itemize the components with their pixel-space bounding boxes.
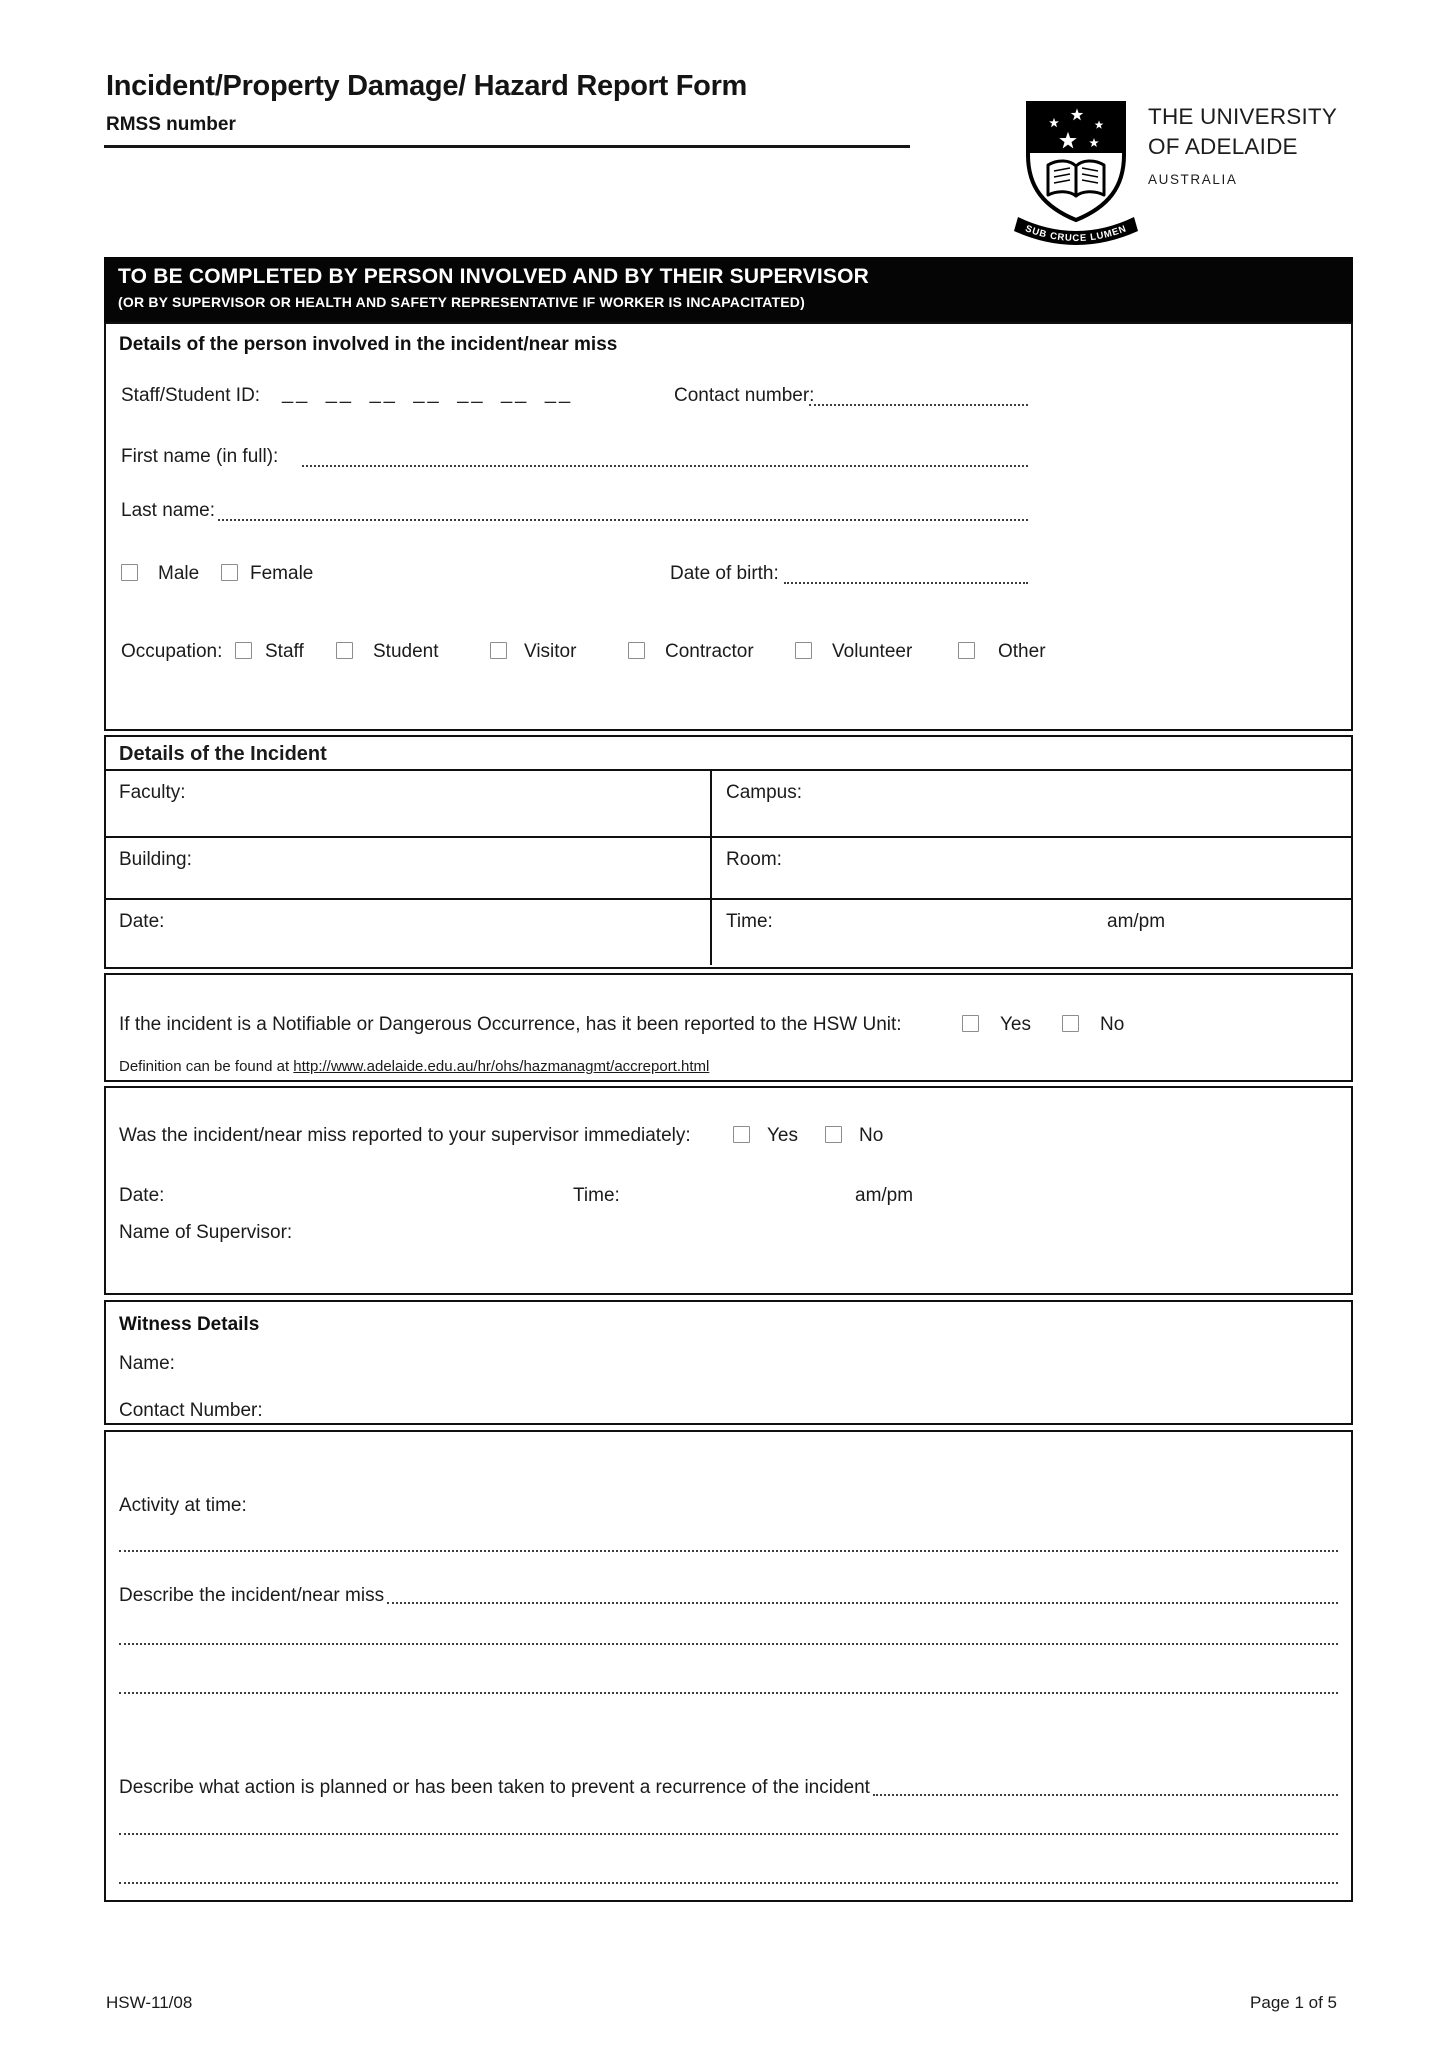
campus-cell[interactable] — [712, 771, 1351, 836]
supervisor-question: Was the incident/near miss reported to your supervisor immediately: — [119, 1125, 691, 1146]
university-crest-logo — [1014, 101, 1138, 249]
witness-section-heading: Witness Details — [119, 1314, 260, 1335]
occupation-contractor-label: Contractor — [665, 641, 754, 662]
supervisor-date-label: Date: — [119, 1185, 165, 1206]
incident-row-building-room — [106, 838, 1351, 900]
prevent-action-row — [119, 1776, 1338, 1800]
rmss-underline — [104, 145, 910, 148]
prevent-action-fill-line-3[interactable] — [119, 1882, 1338, 1884]
occupation-visitor-checkbox[interactable] — [490, 642, 507, 659]
activity-description-section — [104, 1430, 1353, 1902]
notifiable-yes-label: Yes — [1000, 1014, 1031, 1035]
describe-incident-fill-line-2[interactable] — [119, 1643, 1338, 1645]
building-cell[interactable] — [106, 838, 712, 898]
rmss-number-label: RMSS number — [106, 114, 236, 135]
university-name-line1: THE UNIVERSITY — [1148, 104, 1338, 129]
last-name-label: Last name: — [121, 500, 215, 521]
notifiable-yes-checkbox[interactable] — [962, 1015, 979, 1032]
supervisor-yes-checkbox[interactable] — [733, 1126, 750, 1143]
describe-incident-fill-line[interactable] — [387, 1602, 1338, 1604]
activity-at-time-label: Activity at time: — [119, 1495, 247, 1516]
form-code: HSW-11/08 — [106, 1993, 193, 2012]
occupation-visitor-label: Visitor — [524, 641, 577, 662]
date-of-birth-fill-line[interactable] — [784, 582, 1028, 584]
faculty-label: Faculty: — [119, 782, 186, 803]
page-number: Page 1 of 5 — [1250, 1993, 1337, 2012]
contact-number-fill-line[interactable] — [809, 404, 1028, 406]
definition-prefix: Definition can be found at — [119, 1058, 290, 1075]
activity-fill-line-1[interactable] — [119, 1550, 1338, 1552]
date-of-birth-label: Date of birth: — [670, 563, 779, 584]
supervisor-ampm-label: am/pm — [855, 1185, 914, 1206]
person-section-heading: Details of the person involved in the incident/near miss — [119, 334, 618, 355]
last-name-fill-line[interactable] — [218, 519, 1028, 521]
female-checkbox[interactable] — [221, 564, 238, 581]
banner-line1: TO BE COMPLETED BY PERSON INVOLVED AND BY THEIR SUPERVISOR — [118, 265, 869, 288]
supervisor-name-label: Name of Supervisor: — [119, 1222, 293, 1243]
contact-number-label: Contact number: — [674, 385, 815, 406]
prevent-action-fill-line-2[interactable] — [119, 1833, 1338, 1835]
describe-incident-fill-line-3[interactable] — [119, 1692, 1338, 1694]
incident-date-cell[interactable] — [106, 900, 712, 965]
describe-incident-row — [119, 1584, 1338, 1608]
prevent-action-label: Describe what action is planned or has been taken to prevent a recurrence of the incident — [119, 1777, 870, 1798]
witness-details-section — [104, 1300, 1353, 1425]
incident-time-label: Time: — [726, 911, 773, 932]
supervisor-report-section — [104, 1086, 1353, 1295]
female-label: Female — [250, 563, 314, 584]
supervisor-yes-label: Yes — [767, 1125, 798, 1146]
notifiable-question: If the incident is a Notifiable or Dangerous Occurrence, has it been reported to the HSW Unit: — [119, 1014, 902, 1035]
building-label: Building: — [119, 849, 192, 870]
occupation-other-checkbox[interactable] — [958, 642, 975, 659]
crest-open-book-icon — [1048, 161, 1104, 196]
witness-name-label: Name: — [119, 1353, 175, 1374]
occupation-volunteer-checkbox[interactable] — [795, 642, 812, 659]
occupation-staff-checkbox[interactable] — [235, 642, 252, 659]
staff-student-id-blanks[interactable]: __ __ __ __ __ __ __ — [282, 382, 574, 404]
supervisor-time-label: Time: — [573, 1185, 620, 1206]
incident-section-heading: Details of the Incident — [106, 737, 1351, 771]
notifiable-no-checkbox[interactable] — [1062, 1015, 1079, 1032]
occupation-staff-label: Staff — [265, 641, 304, 662]
first-name-fill-line[interactable] — [302, 465, 1028, 467]
incident-details-section — [104, 735, 1353, 969]
witness-contact-label: Contact Number: — [119, 1400, 263, 1421]
incident-row-faculty-campus — [106, 771, 1351, 838]
incident-ampm-label: am/pm — [1107, 911, 1166, 932]
occupation-other-label: Other — [998, 641, 1046, 662]
definition-note — [119, 1055, 709, 1079]
occupation-student-checkbox[interactable] — [336, 642, 353, 659]
occupation-volunteer-label: Volunteer — [832, 641, 913, 662]
describe-incident-label: Describe the incident/near miss — [119, 1585, 385, 1606]
campus-label: Campus: — [726, 782, 803, 803]
room-label: Room: — [726, 849, 782, 870]
section-banner — [104, 257, 1353, 322]
occupation-contractor-checkbox[interactable] — [628, 642, 645, 659]
incident-date-label: Date: — [119, 911, 165, 932]
notifiable-occurrence-section — [104, 973, 1353, 1082]
male-label: Male — [158, 563, 200, 584]
university-name-line2: OF ADELAIDE — [1148, 134, 1298, 159]
male-checkbox[interactable] — [121, 564, 138, 581]
incident-time-cell[interactable] — [712, 900, 1351, 965]
occupation-student-label: Student — [373, 641, 439, 662]
definition-url-link[interactable]: http://www.adelaide.edu.au/hr/ohs/hazmanagmt/accreport.html — [293, 1058, 710, 1075]
occupation-label: Occupation: — [121, 641, 223, 662]
first-name-label: First name (in full): — [121, 446, 279, 467]
university-name-line3: AUSTRALIA — [1148, 172, 1238, 187]
university-wordmark — [1148, 102, 1337, 195]
incident-row-date-time — [106, 900, 1351, 965]
supervisor-no-checkbox[interactable] — [825, 1126, 842, 1143]
page-title: Incident/Property Damage/ Hazard Report Form — [106, 70, 748, 102]
crest-shield — [1028, 103, 1124, 220]
staff-student-id-label: Staff/Student ID: — [121, 385, 261, 406]
prevent-action-fill-line[interactable] — [873, 1794, 1338, 1796]
supervisor-no-label: No — [859, 1125, 884, 1146]
room-cell[interactable] — [712, 838, 1351, 898]
faculty-cell[interactable] — [106, 771, 712, 836]
banner-line2: (OR BY SUPERVISOR OR HEALTH AND SAFETY REPRESENTATIVE IF WORKER IS INCAPACITATED) — [118, 294, 805, 310]
notifiable-no-label: No — [1100, 1014, 1125, 1035]
crest-motto: SUB CRUCE LUMEN — [1023, 223, 1129, 245]
person-details-section — [104, 322, 1353, 731]
